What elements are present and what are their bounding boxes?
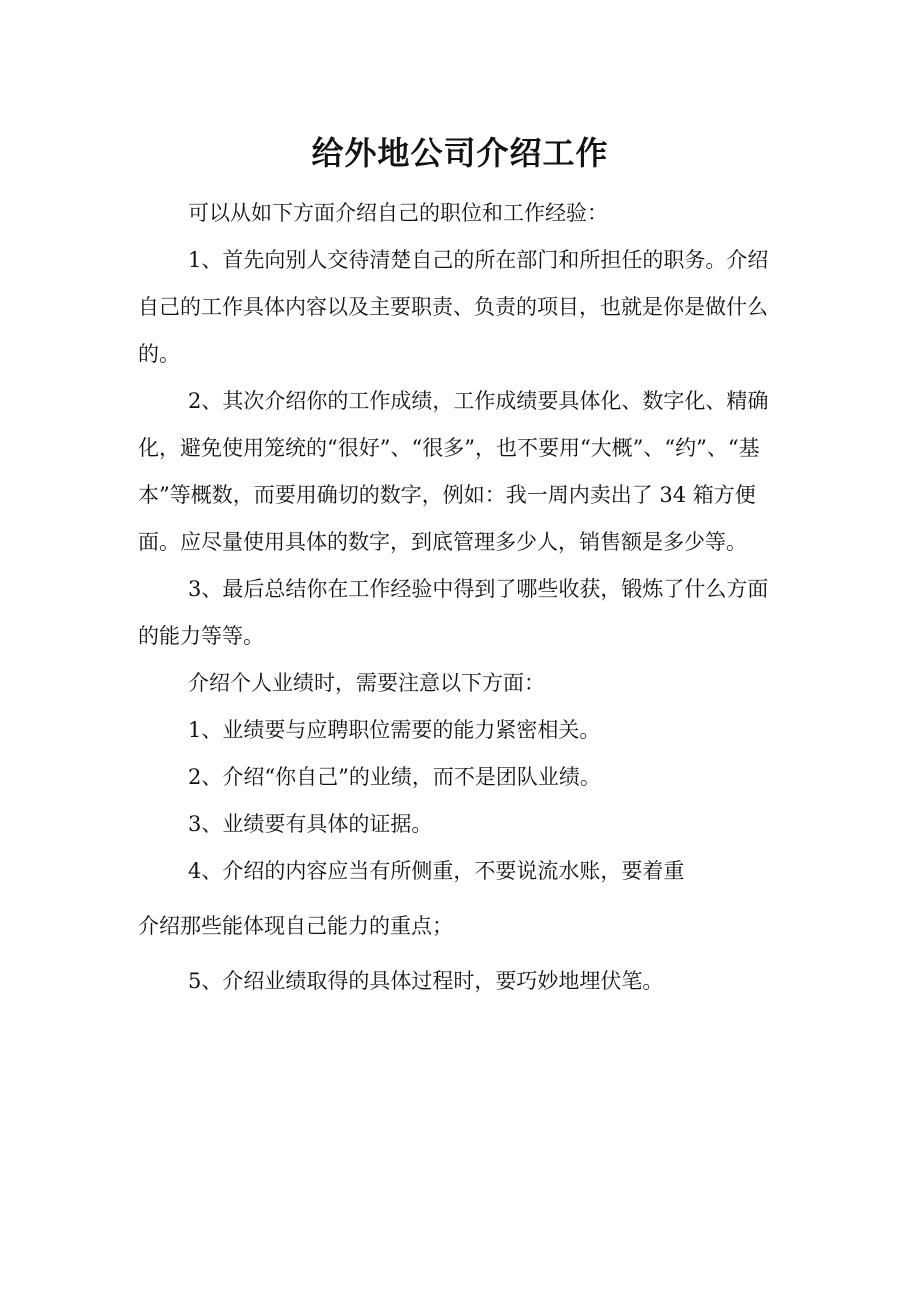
paragraph-point-3: 3、最后总结你在工作经验中得到了哪些收获，锻炼了什么方面的能力等等。 <box>138 577 769 648</box>
paragraph-note-4-continued: 介绍那些能体现自己能力的重点； <box>138 914 453 938</box>
paragraph-intro: 可以从如下方面介绍自己的职位和工作经验： <box>188 201 608 225</box>
document-title: 给外地公司介绍工作 <box>311 134 609 172</box>
paragraph-note-4: 4、介绍的内容应当有所侧重，不要说流水账，要着重 <box>188 859 685 883</box>
paragraph-notes-intro: 介绍个人业绩时，需要注意以下方面： <box>188 671 545 695</box>
document-body <box>138 190 788 1005</box>
paragraph-point-2: 2、其次介绍你的工作成绩，工作成绩要具体化、数字化、精确化，避免使用笼统的“很好”、“很多”，也不要用“大概”、“约”、“基本”等概数，而要用确切的数字，例如：我一周内卖出了 34 箱方便面。应尽量使用具体的数字，到底管理多少人，销售额是多少等。 <box>138 389 769 554</box>
paragraph-note-2: 2、介绍“你自己”的业绩，而不是团队业绩。 <box>188 765 601 789</box>
paragraph-note-1: 1、业绩要与应聘职位需要的能力紧密相关。 <box>188 718 601 742</box>
paragraph-note-3: 3、业绩要有具体的证据。 <box>188 812 433 836</box>
paragraph-note-5: 5、介绍业绩取得的具体过程时，要巧妙地埋伏笔。 <box>188 969 664 993</box>
paragraph-point-1: 1、首先向别人交待清楚自己的所在部门和所担任的职务。介绍自己的工作具体内容以及主要职责、负责的项目，也就是你是做什么的。 <box>138 248 769 366</box>
